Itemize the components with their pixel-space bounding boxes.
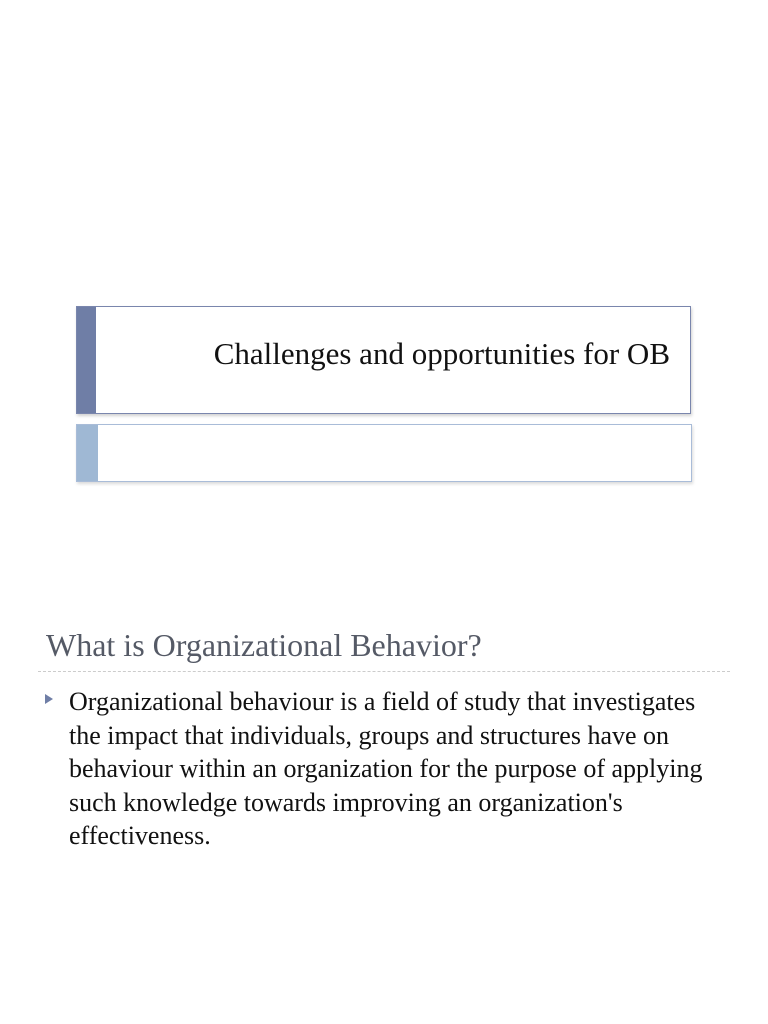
slide-subtitle-box — [76, 424, 692, 482]
subtitle-accent-bar — [77, 425, 98, 481]
slide-title-box — [76, 306, 691, 414]
title-accent-bar — [77, 307, 96, 413]
heading-divider — [38, 671, 730, 672]
slide-title: Challenges and opportunities for OB — [213, 336, 670, 371]
content-heading: What is Organizational Behavior? — [46, 627, 482, 663]
bullet-item: Organizational behaviour is a field of study that investigates the impact that individuals, groups and structures have on behaviour within an organization for the purpose of applying such knowledge towards improving an organization's effectiveness. — [69, 687, 703, 850]
bullet-triangle-icon — [45, 694, 53, 704]
